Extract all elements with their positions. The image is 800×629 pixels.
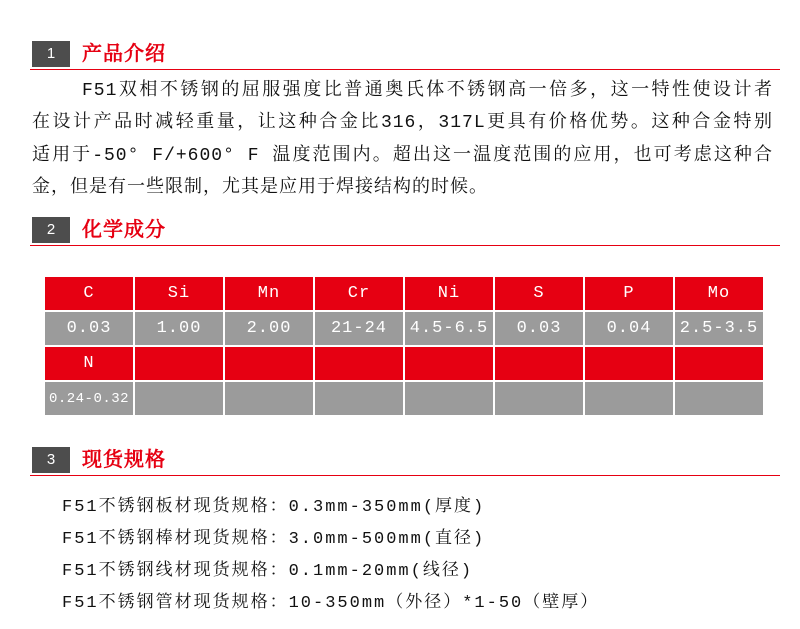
composition-value-cell: 0.03 (495, 312, 583, 345)
composition-value-cell: 1.00 (135, 312, 223, 345)
composition-empty-cell (135, 382, 223, 415)
spec-item-tube: F51不锈钢管材现货规格：10-350mm（外径）*1-50（壁厚） (62, 594, 600, 613)
composition-header-cell: S (495, 277, 583, 310)
composition-value-cell: 4.5-6.5 (405, 312, 493, 345)
composition-empty-cell (225, 347, 313, 380)
composition-empty-cell (225, 382, 313, 415)
section-number-badge: 2 (32, 217, 70, 243)
section-number-badge: 3 (32, 447, 70, 473)
section-header-intro (30, 41, 780, 70)
composition-empty-cell (585, 347, 673, 380)
composition-empty-cell (495, 347, 583, 380)
intro-line: 在设计产品时减轻重量，让这种合金比316，317L更具有价格优势。这种合金特别 (32, 113, 773, 134)
composition-value-cell: 2.5-3.5 (675, 312, 763, 345)
composition-empty-cell (405, 347, 493, 380)
composition-header-cell: C (45, 277, 133, 310)
intro-line: F51双相不锈钢的屈服强度比普通奥氏体不锈钢高一倍多，这一特性使设计者 (82, 81, 773, 101)
composition-empty-cell (495, 382, 583, 415)
composition-empty-cell (135, 347, 223, 380)
composition-value-cell: 21-24 (315, 312, 403, 345)
composition-value-cell: 0.24-0.32 (45, 382, 133, 415)
composition-value-cell: 0.04 (585, 312, 673, 345)
spec-item-bar: F51不锈钢棒材现货规格：3.0mm-500mm(直径) (62, 530, 486, 549)
composition-header-cell: N (45, 347, 133, 380)
composition-value-cell: 0.03 (45, 312, 133, 345)
intro-line: 适用于-50° F/+600° F 温度范围内。超出这一温度范围的应用，也可考虑这种合 (32, 145, 773, 166)
specs-list (62, 492, 599, 620)
section-title: 产品介绍 (82, 43, 166, 65)
composition-empty-cell (585, 382, 673, 415)
composition-header-cell: Mo (675, 277, 763, 310)
intro-line: 金，但是有一些限制，尤其是应用于焊接结构的时候。 (32, 177, 488, 198)
composition-header-cell: Si (135, 277, 223, 310)
intro-paragraph (32, 75, 773, 204)
composition-header-cell: Cr (315, 277, 403, 310)
section-title: 化学成分 (82, 219, 166, 241)
composition-value-cell: 2.00 (225, 312, 313, 345)
composition-empty-cell (405, 382, 493, 415)
section-header-specs (30, 447, 780, 476)
section-number-badge: 1 (32, 41, 70, 67)
composition-table (45, 277, 763, 415)
composition-empty-cell (315, 347, 403, 380)
section-header-composition (30, 217, 780, 246)
composition-header-cell: Ni (405, 277, 493, 310)
composition-header-cell: Mn (225, 277, 313, 310)
section-title: 现货规格 (82, 449, 166, 471)
composition-empty-cell (315, 382, 403, 415)
composition-empty-cell (675, 347, 763, 380)
composition-empty-cell (675, 382, 763, 415)
composition-header-cell: P (585, 277, 673, 310)
spec-item-wire: F51不锈钢线材现货规格：0.1mm-20mm(线径) (62, 562, 474, 581)
spec-item-plate: F51不锈钢板材现货规格：0.3mm-350mm(厚度) (62, 498, 486, 517)
